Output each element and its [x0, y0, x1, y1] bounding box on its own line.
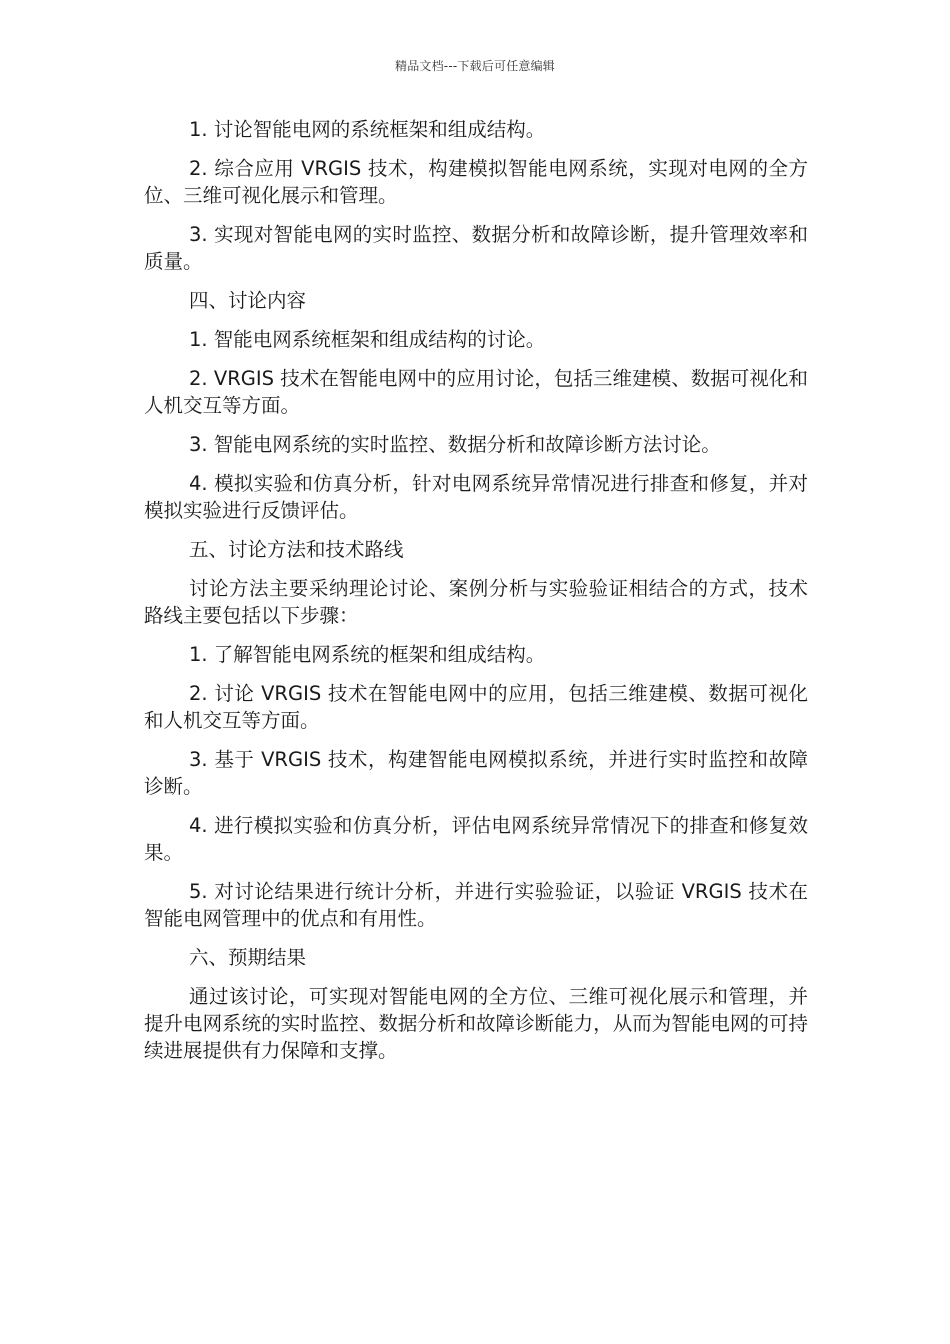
- section-heading: 五、讨论方法和技术路线: [189, 538, 404, 561]
- paragraph: 5. 对讨论结果进行统计分析，并进行实验验证，以验证 VRGIS 技术在智能电网管理中的优点和有用性。: [144, 880, 808, 930]
- paragraph: 1. 了解智能电网系统的框架和组成结构。: [189, 643, 546, 666]
- paragraph: 4. 模拟实验和仿真分析，针对电网系统异常情况进行排查和修复，并对模拟实验进行反馈评估。: [144, 472, 808, 522]
- section-heading: 六、预期结果: [189, 946, 307, 969]
- paragraph: 3. 智能电网系统的实时监控、数据分析和故障诊断方法讨论。: [189, 433, 721, 456]
- document-body: [144, 116, 808, 1076]
- paragraph: 2. VRGIS 技术在智能电网中的应用讨论，包括三维建模、数据可视化和人机交互等方面。: [144, 367, 808, 417]
- page-header: 精品文档---下载后可任意编辑: [395, 59, 555, 73]
- paragraph: 3. 实现对智能电网的实时监控、数据分析和故障诊断，提升管理效率和质量。: [144, 223, 808, 273]
- paragraph: 通过该讨论，可实现对智能电网的全方位、三维可视化展示和管理，并提升电网系统的实时监控、数据分析和故障诊断能力，从而为智能电网的可持续进展提供有力保障和支撑。: [144, 985, 808, 1062]
- section-heading: 四、讨论内容: [189, 289, 307, 312]
- paragraph: 2. 综合应用 VRGIS 技术，构建模拟智能电网系统，实现对电网的全方位、三维可视化展示和管理。: [144, 157, 808, 207]
- paragraph: 4. 进行模拟实验和仿真分析，评估电网系统异常情况下的排查和修复效果。: [144, 814, 808, 864]
- paragraph: 2. 讨论 VRGIS 技术在智能电网中的应用，包括三维建模、数据可视化和人机交互等方面。: [144, 682, 808, 732]
- paragraph: 讨论方法主要采纳理论讨论、案例分析与实验验证相结合的方式，技术路线主要包括以下步骤：: [144, 577, 808, 627]
- paragraph: 1. 智能电网系统框架和组成结构的讨论。: [189, 328, 546, 351]
- paragraph: 1. 讨论智能电网的系统框架和组成结构。: [189, 118, 546, 141]
- paragraph: 3. 基于 VRGIS 技术，构建智能电网模拟系统，并进行实时监控和故障诊断。: [144, 748, 808, 798]
